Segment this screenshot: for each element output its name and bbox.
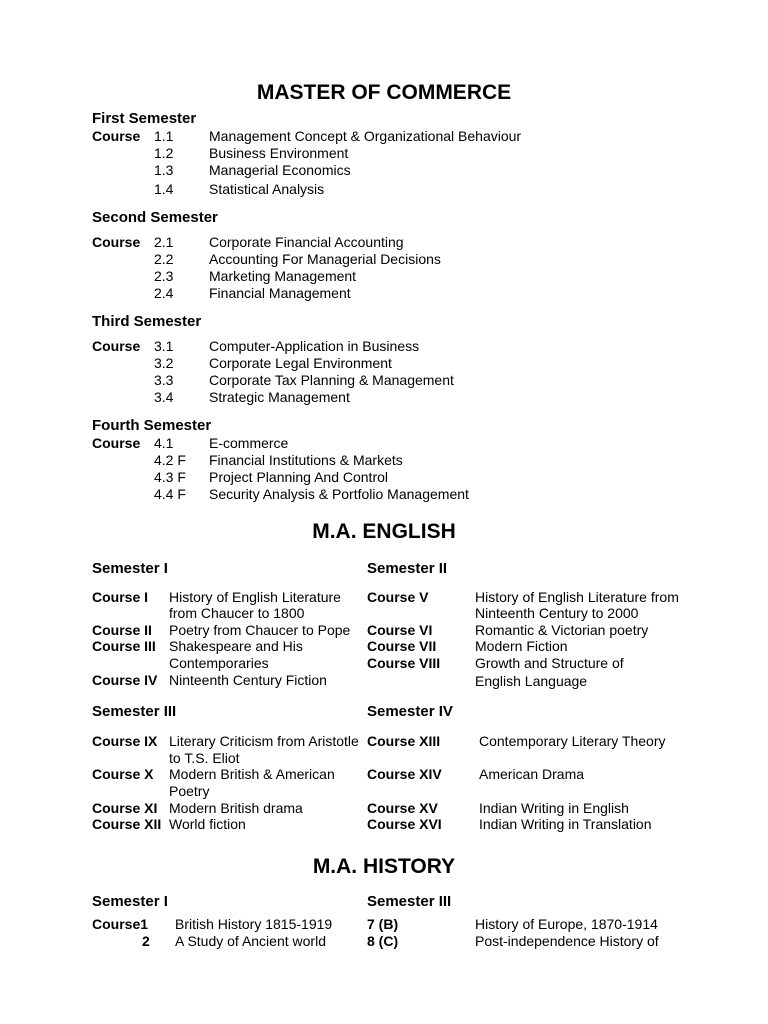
course-name: Strategic Management [209,389,350,405]
course-name: Post-independence History of [475,933,659,949]
third-semester-heading: Third Semester [92,313,202,330]
course-number: 2.2 [154,251,174,267]
course-number: 3.2 [154,355,174,371]
course-name-cont: Ninteenth Century to 2000 [475,605,639,621]
course-name: Ninteenth Century Fiction [169,672,327,688]
course-name: Modern British drama [169,800,303,816]
course-name: A Study of Ancient world [175,933,326,949]
course-label: 7 (B) [367,916,399,932]
course-number: 1.2 [154,145,174,161]
course-name: World fiction [169,816,246,832]
mcom-title: MASTER OF COMMERCE [256,81,512,104]
course-number: 4.3 F [154,469,186,485]
course-name: Security Analysis & Portfolio Management [209,486,469,502]
course-name: History of English Literature from [475,589,679,605]
course-number: 1.1 [154,128,174,144]
course-name: Literary Criticism from Aristotle [169,733,359,749]
course-name-cont: Poetry [169,783,210,799]
course-name: Corporate Legal Environment [209,355,392,371]
course-number: 2.3 [154,268,174,284]
course-label: Course VII [367,638,437,654]
english-semester-2-heading: Semester II [367,560,448,577]
second-semester-heading: Second Semester [92,209,218,226]
history-semester-3-heading: Semester III [367,893,452,910]
course-name: Poetry from Chaucer to Pope [169,622,351,638]
course-label: Course XIII [367,733,441,749]
course-number: 4.4 F [154,486,186,502]
course-label: Course1 [92,916,149,932]
course-label: Course [92,128,141,144]
course-name: Computer-Application in Business [209,338,420,354]
course-number: 1.3 [154,162,174,178]
course-name: History of Europe, 1870-1914 [475,916,658,932]
course-number: 4.1 [154,435,174,451]
english-semester-4-heading: Semester IV [367,703,453,720]
course-label: Course XII [92,816,162,832]
course-name: Business Environment [209,145,349,161]
course-label: Course X [92,766,154,782]
course-name: Management Concept & Organizational Behaviour [209,128,522,144]
course-name: Financial Institutions & Markets [209,452,403,468]
course-name-cont: Contemporaries [169,655,269,671]
course-name: E-commerce [209,435,289,451]
course-label: Course IV [92,672,158,688]
course-label: 8 (C) [367,933,399,949]
course-label: Course IX [92,733,158,749]
history-title: M.A. HISTORY [312,855,456,878]
course-name: Financial Management [209,285,351,301]
course-name: Accounting For Managerial Decisions [209,251,441,267]
course-label: Course III [92,638,156,654]
course-label: Course [92,338,141,354]
course-number: 3.4 [154,389,174,405]
course-name: Marketing Management [209,268,357,284]
course-number: 2.1 [154,234,174,250]
course-name: Project Planning And Control [209,469,388,485]
course-label: Course XVI [367,816,442,832]
course-number: 3.1 [154,338,174,354]
course-name-cont: to T.S. Eliot [169,750,240,766]
course-name: Modern British & American [169,766,335,782]
course-name: Contemporary Literary Theory [479,733,666,749]
course-name: Shakespeare and His [169,638,303,654]
course-number: 2.4 [154,285,174,301]
course-label: Course VI [367,622,433,638]
course-label: Course XI [92,800,158,816]
course-label: 2 [142,933,150,949]
course-name: History of English Literature [169,589,341,605]
course-name: British History 1815-1919 [175,916,333,932]
course-name: Statistical Analysis [209,181,325,197]
course-label: Course II [92,622,152,638]
course-label: Course [92,435,141,451]
course-number: 3.3 [154,372,174,388]
course-name-cont: English Language [475,673,588,689]
course-label: Course I [92,589,149,605]
english-semester-1-heading: Semester I [92,560,168,577]
course-label: Course [92,234,141,250]
course-name: Corporate Financial Accounting [209,234,404,250]
course-name: American Drama [479,766,585,782]
history-semester-1-heading: Semester I [92,893,168,910]
course-name: Managerial Economics [209,162,351,178]
course-name-cont: from Chaucer to 1800 [169,605,305,621]
course-label: Course XIV [367,766,442,782]
course-name: Indian Writing in Translation [479,816,652,832]
first-semester-heading: First Semester [92,110,197,127]
course-label: Course XV [367,800,438,816]
course-name: Indian Writing in English [479,800,629,816]
course-label: Course V [367,589,429,605]
course-name: Growth and Structure of [475,655,624,671]
course-label: Course VIII [367,655,441,671]
english-semester-3-heading: Semester III [92,703,177,720]
course-name: Modern Fiction [475,638,568,654]
course-number: 1.4 [154,181,174,197]
course-name: Corporate Tax Planning & Management [209,372,454,388]
course-number: 4.2 F [154,452,186,468]
course-name: Romantic & Victorian poetry [475,622,649,638]
fourth-semester-heading: Fourth Semester [92,417,212,434]
english-title: M.A. ENGLISH [312,520,456,543]
